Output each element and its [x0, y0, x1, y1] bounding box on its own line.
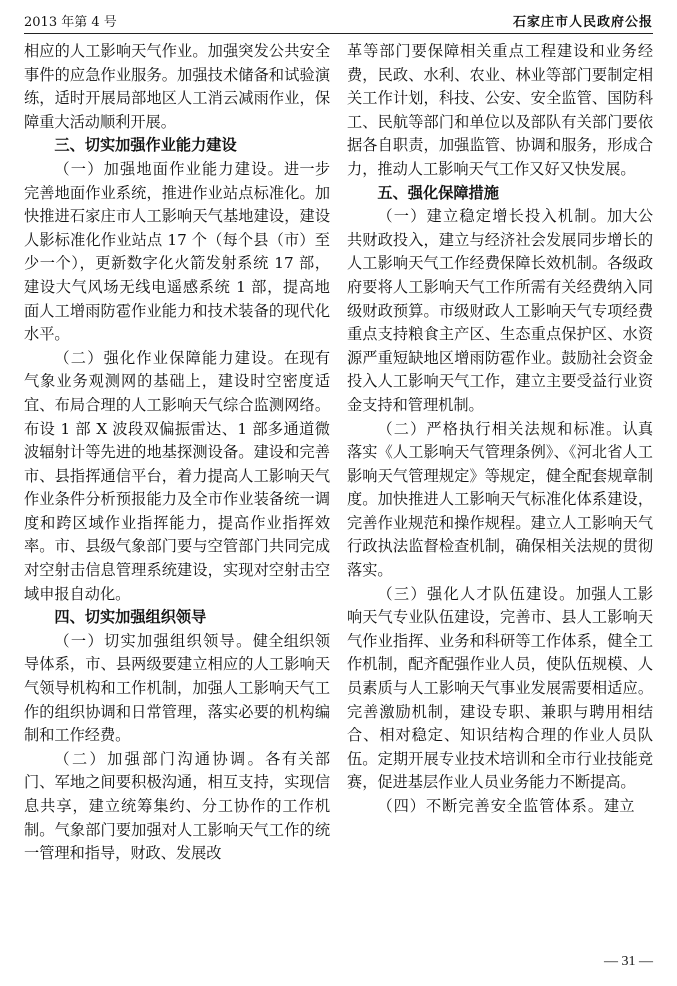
- paragraph-lead: （二）强化作业保障能力建设。: [54, 348, 285, 367]
- paragraph: [24, 630, 330, 748]
- right-column: [347, 40, 653, 819]
- page-number: — 31 —: [604, 954, 653, 969]
- paragraph-lead: （一）建立稳定增长投入机制。: [377, 207, 608, 226]
- paragraph-body: 认真落实《人工影响天气管理条例》、《河北省人工影响天气管理规定》等规定，健全配套规章制度。加快推进人工影响天气标准化体系建设，完善作业规范和操作规程。建立人工影响天气行政执法监督检查机制，确保相关法规的贯彻落实。: [347, 419, 654, 580]
- paragraph: [347, 205, 653, 417]
- issue-label: 2013 年第 4 号: [24, 15, 117, 30]
- paragraph-body: 在现有气象业务观测网的基础上，建设时空密度适宜、布局合理的人工影响天气综合监测网络。布设 1 部 X 波段双偏振雷达、1 部多通道微波辐射计等先进的地基探测设备。建设和完善市、县指挥通信平台，着力提高人工影响天气作业条件分析预报能力及全市作业装备统一调度和跨区域作业指挥能力，提高作业指挥效率。市、县级气象部门要与空管部门共同完成对空射击信息管理系统建设，实现对空射击空域申报自动化。: [24, 348, 331, 603]
- paragraph-body: 各有关部门、军地之间要积极沟通，相互支持，实现信息共享，建立统筹集约、分工协作的工作机制。气象部门要加强对人工影响天气工作的统一管理和指导，财政、发展改: [24, 749, 331, 863]
- paragraph: [24, 347, 330, 607]
- paragraph-lead: （一）切实加强组织领导。: [54, 631, 253, 650]
- left-column: [24, 40, 330, 866]
- paragraph-body: 进一步完善地面作业系统，推进作业站点标准化。加快推进石家庄市人工影响天气基地建设，建设人影标准化作业站点 17 个（每个县（市）至少一个），更新数字化火箭发射系统 17 部，建设大气风场无线电遥感系统 1 部，提高地面人工增雨防雹作业能力和技术装备的现代化水平。: [24, 159, 331, 344]
- paragraph: [24, 158, 330, 347]
- paragraph-lead: （二）加强部门沟通协调。: [54, 749, 266, 768]
- section-heading: 四、切实加强组织领导: [54, 608, 207, 627]
- paragraph: [347, 418, 653, 583]
- page-header: [24, 8, 653, 34]
- paragraph-body: 加强人工影响天气专业队伍建设，完善市、县人工影响天气作业指挥、业务和科研等工作体系，健全工作机制，配齐配强作业人员，使队伍规模、人员素质与人工影响天气事业发展需要相适应。完善激励机制，建设专职、兼职与聘用相结合、相对稳定、知识结构合理的作业人员队伍。定期开展专业技术培训和全市行业技能竞赛，促进基层作业人员业务能力不断提高。: [347, 584, 654, 792]
- paragraph-lead: （四）不断完善安全监管体系。: [377, 797, 605, 815]
- paragraph-lead: （二）严格执行相关法规和标准。: [377, 419, 623, 438]
- paragraph: 相应的人工影响天气作业。加强突发公共安全事件的应急作业服务。加强技术储备和试验演练，适时开展局部地区人工消云减雨作业，保障重大活动顺利开展。: [24, 42, 330, 131]
- paragraph-lead: （一）加强地面作业能力建设。: [54, 159, 285, 178]
- paragraph: 革等部门要保障相关重点工程建设和业务经费，民政、水利、农业、林业等部门要制定相关工作计划，科技、公安、安全监管、国防科工、民航等部门和单位以及部队有关部门要依据各自职责，加强监管、协调和服务，形成合力，推动人工影响天气工作又好又快发展。: [347, 42, 653, 178]
- paragraph-lead: （三）强化人才队伍建设。: [377, 584, 576, 603]
- paragraph: [24, 748, 330, 866]
- section-heading: 五、强化保障措施: [377, 183, 499, 202]
- publication-title: 石家庄市人民政府公报: [512, 15, 653, 30]
- paragraph-body: 加大公共财政投入，建立与经济社会发展同步增长的人工影响天气工作经费保障长效机制。各级政府要将人工影响天气工作所需有关经费纳入同级财政预算。市级财政人工影响天气专项经费重点支持粮食主产区、生态重点保护区、水资源严重短缺地区增雨防雹作业。鼓励社会资金投入人工影响天气工作，建立主要受益行业资金支持和管理机制。: [347, 207, 654, 414]
- paragraph: [347, 795, 653, 819]
- paragraph-body: 建立: [604, 797, 635, 815]
- paragraph: [347, 583, 653, 795]
- paragraph-body: 健全组织领导体系，市、县两级要建立相应的人工影响天气领导机构和工作机制，加强人工影响天气工作的组织协调和日常管理，落实必要的机构编制和工作经费。: [24, 631, 331, 745]
- section-heading: 三、切实加强作业能力建设: [54, 136, 237, 155]
